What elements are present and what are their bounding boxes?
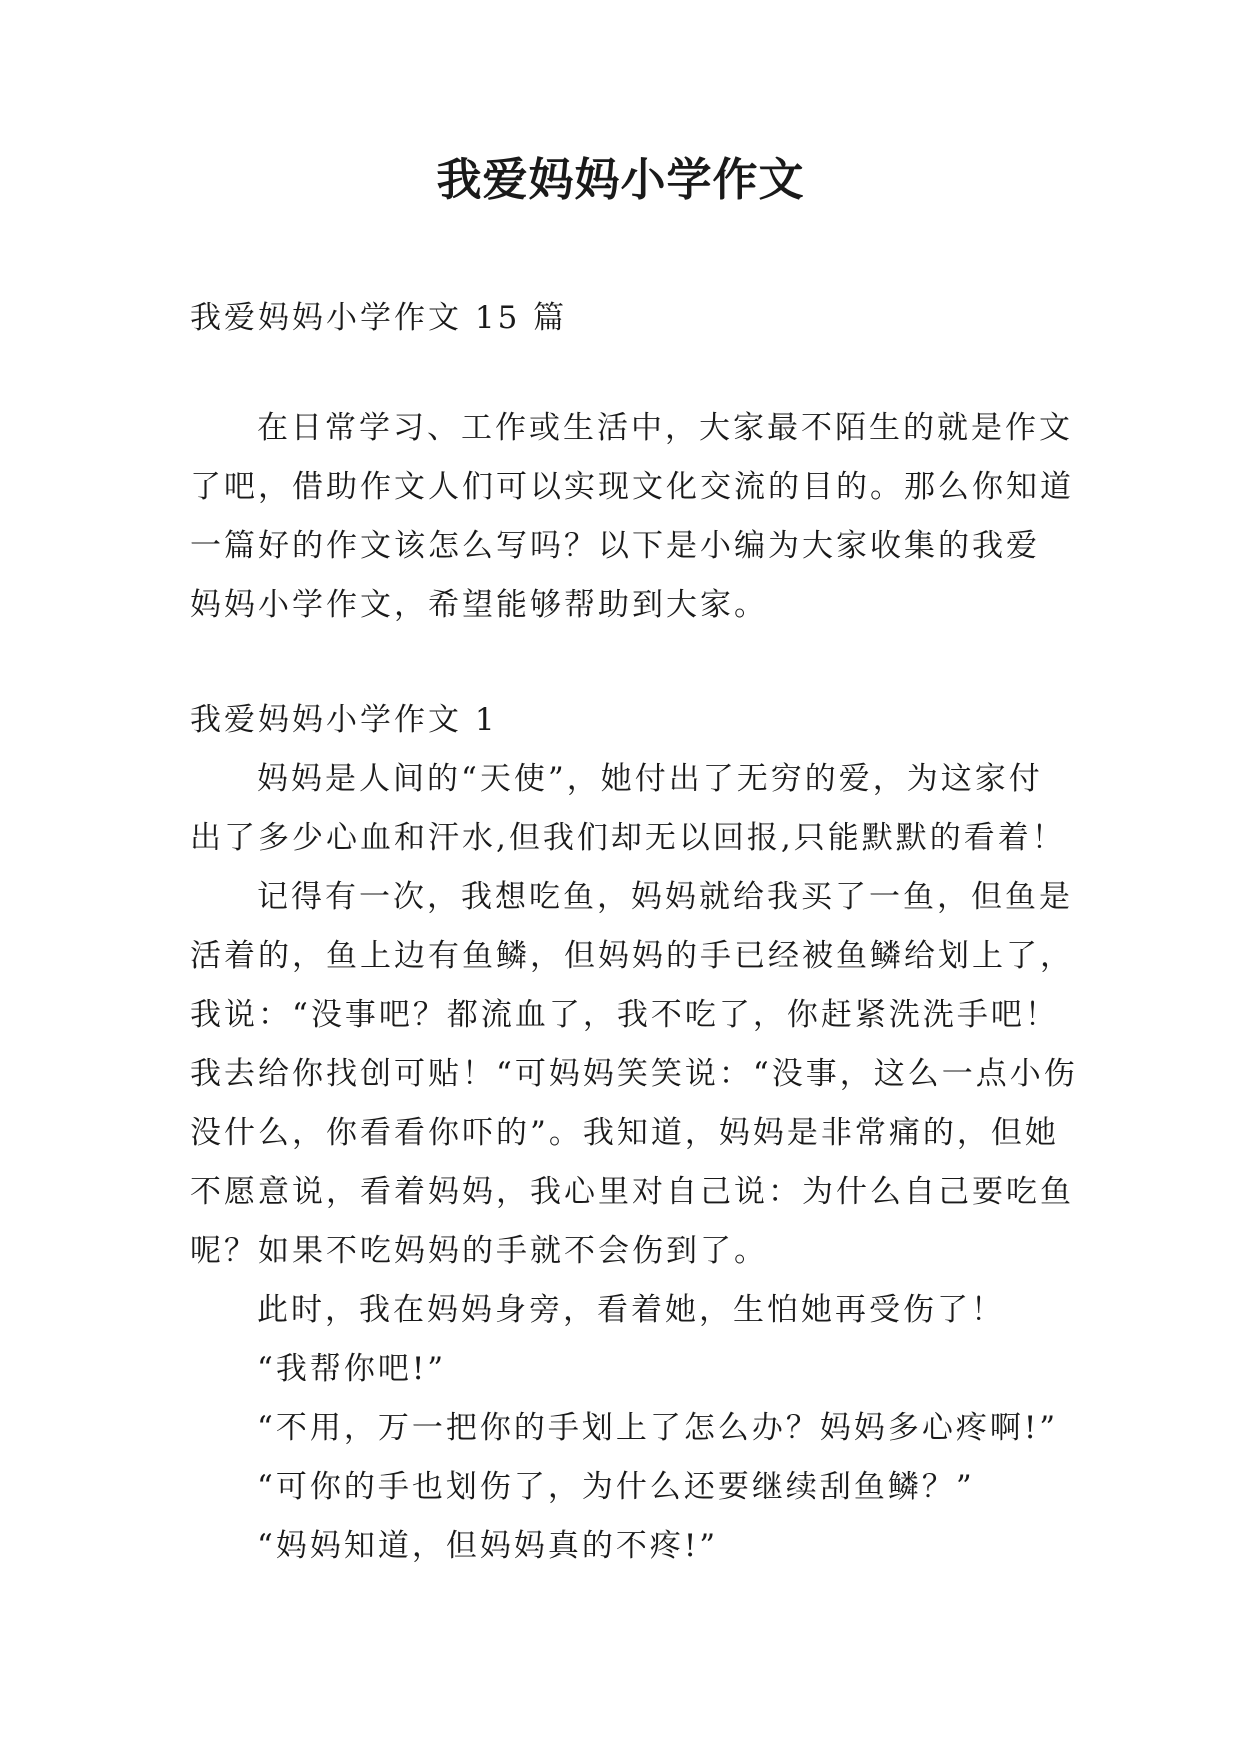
intro-line: 在日常学习、工作或生活中，大家最不陌生的就是作文 [257, 410, 1073, 446]
document-title: 我爱妈妈小学作文 [436, 153, 805, 206]
document-subtitle: 我爱妈妈小学作文 15 篇 [190, 300, 568, 336]
body-line: 记得有一次，我想吃鱼，妈妈就给我买了一鱼，但鱼是 [257, 879, 1073, 915]
body-line: 不愿意说，看着妈妈，我心里对自己说：为什么自己要吃鱼 [190, 1174, 1074, 1210]
intro-line: 了吧，借助作文人们可以实现文化交流的目的。那么你知道 [190, 469, 1074, 505]
body-line: 我说：“没事吧？都流血了，我不吃了，你赶紧洗洗手吧！ [190, 997, 1059, 1033]
body-line: 此时，我在妈妈身旁，看着她，生怕她再受伤了！ [257, 1292, 1005, 1328]
intro-line: 妈妈小学作文，希望能够帮助到大家。 [190, 587, 768, 623]
body-line: 没什么，你看看你吓的”。我知道，妈妈是非常痛的，但她 [190, 1115, 1059, 1151]
body-line: 活着的，鱼上边有鱼鳞，但妈妈的手已经被鱼鳞给划上了， [190, 938, 1074, 974]
body-line: 呢？如果不吃妈妈的手就不会伤到了。 [190, 1233, 768, 1269]
body-line: “不用，万一把你的手划上了怎么办？妈妈多心疼啊!” [257, 1410, 1059, 1446]
intro-line: 一篇好的作文该怎么写吗？以下是小编为大家收集的我爱 [190, 528, 1040, 564]
body-line: “可你的手也划伤了，为什么还要继续刮鱼鳞？” [257, 1469, 975, 1505]
body-line: 出了多少心血和汗水,但我们却无以回报,只能默默的看着！ [190, 820, 1066, 856]
section-heading: 我爱妈妈小学作文 1 [190, 702, 498, 738]
body-line: “妈妈知道，但妈妈真的不疼!” [257, 1528, 719, 1564]
body-line: 妈妈是人间的“天使”，她付出了无穷的爱，为这家付 [257, 761, 1043, 797]
body-line: “我帮你吧!” [257, 1351, 447, 1387]
body-line: 我去给你找创可贴！“可妈妈笑笑说：“没事，这么一点小伤 [190, 1056, 1078, 1092]
